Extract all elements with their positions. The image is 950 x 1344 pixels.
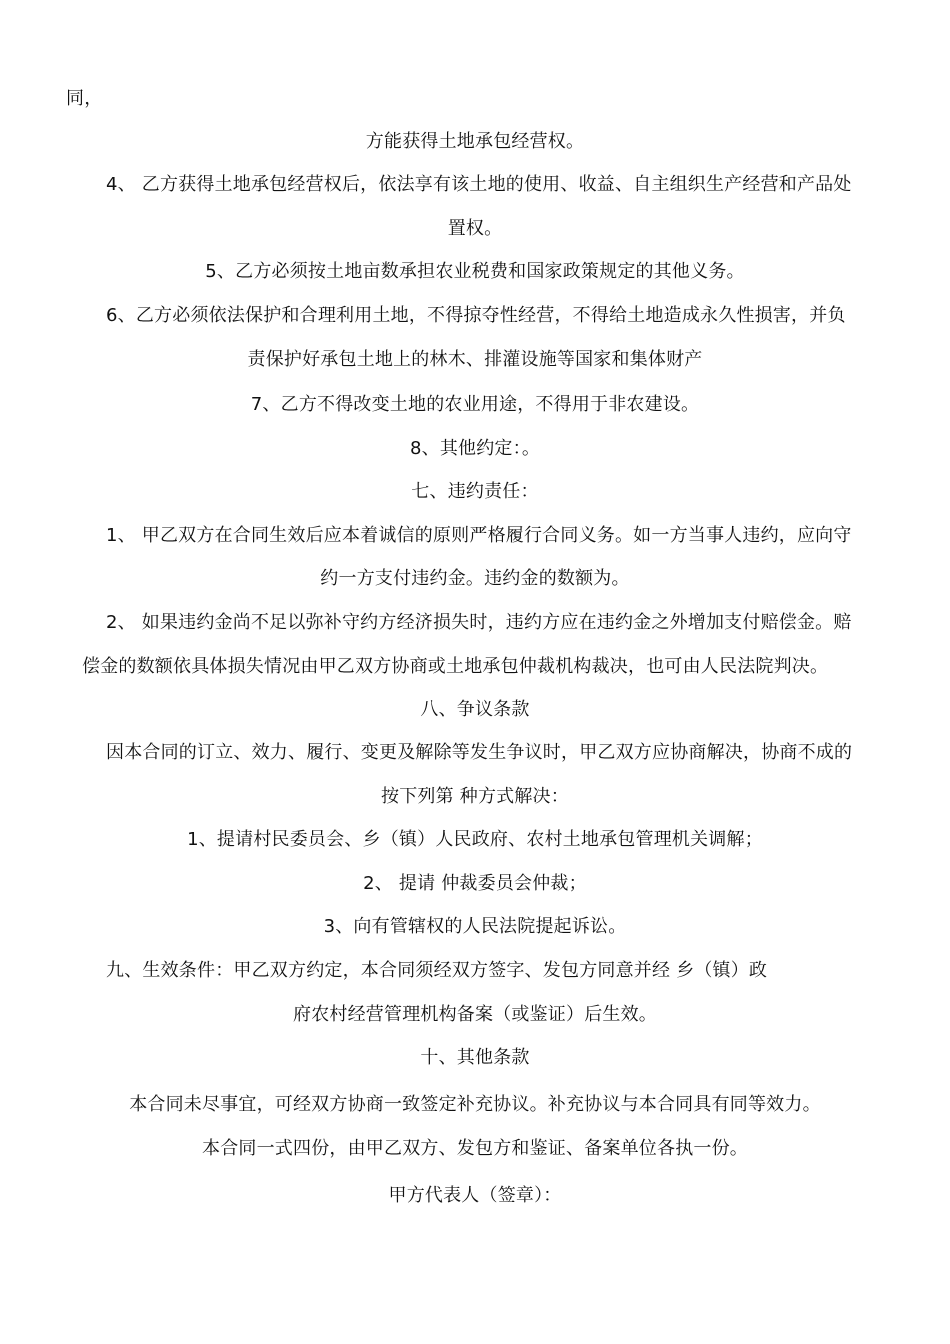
text-line-contract-right: 方能获得土地承包经营权。 — [365, 131, 585, 152]
text-line-copies: 本合同一式四份，由甲乙双方、发包方和鉴证、备案单位各执一份。 — [202, 1138, 748, 1159]
text-line-effective-conditions-cont: 府农村经营管理机构备案（或鉴证）后生效。 — [293, 1004, 657, 1025]
text-line-dispute-option-2: 2、 提请 仲裁委员会仲裁； — [363, 873, 587, 894]
text-line-dispute-option-3: 3、向有管辖权的人民法院提起诉讼。 — [323, 916, 627, 937]
text-line-clause-5: 5、乙方必须按土地亩数承担农业税费和国家政策规定的其他义务。 — [205, 261, 745, 282]
section-heading-other-terms: 十、其他条款 — [420, 1047, 530, 1068]
text-line-effective-conditions: 九、生效条件：甲乙双方约定，本合同须经双方签字、发包方同意并经 乡（镇）政 — [106, 960, 768, 981]
text-line-liability-1: 1、 甲乙双方在合同生效后应本着诚信的原则严格履行合同义务。如一方当事人违约，应向守 — [106, 525, 852, 546]
text-line-clause-4: 4、 乙方获得土地承包经营权后，依法享有该土地的使用、收益、自主组织生产经营和产品处 — [106, 174, 852, 195]
text-line-dispute: 因本合同的订立、效力、履行、变更及解除等发生争议时，甲乙双方应协商解决，协商不成的 — [106, 742, 853, 763]
text-line-clause-6: 6、乙方必须依法保护和合理利用土地，不得掠夺性经营，不得给土地造成永久性损害，并负 — [106, 305, 846, 326]
text-line-clause-7: 7、乙方不得改变土地的农业用途，不得用于非农建设。 — [250, 394, 700, 415]
signature-label-party-a: 甲方代表人（签章）： — [388, 1185, 562, 1206]
text-line-fragment: 同， — [66, 88, 103, 109]
text-line-clause-4-cont: 置权。 — [447, 218, 503, 239]
text-line-liability-1-cont: 约一方支付违约金。违约金的数额为。 — [320, 568, 630, 589]
text-line-liability-2: 2、 如果违约金尚不足以弥补守约方经济损失时，违约方应在违约金之外增加支付赔偿金。赔 — [106, 612, 852, 633]
section-heading-dispute: 八、争议条款 — [420, 699, 530, 720]
text-line-dispute-cont: 按下列第 种方式解决： — [381, 786, 569, 807]
text-line-supplementary: 本合同未尽事宜，可经双方协商一致签定补充协议。补充协议与本合同具有同等效力。 — [129, 1094, 821, 1115]
text-line-clause-8: 8、其他约定：。 — [409, 438, 541, 459]
text-line-clause-6-cont: 责保护好承包土地上的林木、排灌设施等国家和集体财产 — [247, 349, 703, 370]
section-heading-liability: 七、违约责任： — [411, 481, 539, 502]
text-line-liability-2-cont: 偿金的数额依具体损失情况由甲乙双方协商或土地承包仲裁机构裁决，也可由人民法院判决。 — [82, 656, 829, 677]
text-line-dispute-option-1: 1、提请村民委员会、乡（镇）人民政府、农村土地承包管理机关调解； — [187, 829, 763, 850]
